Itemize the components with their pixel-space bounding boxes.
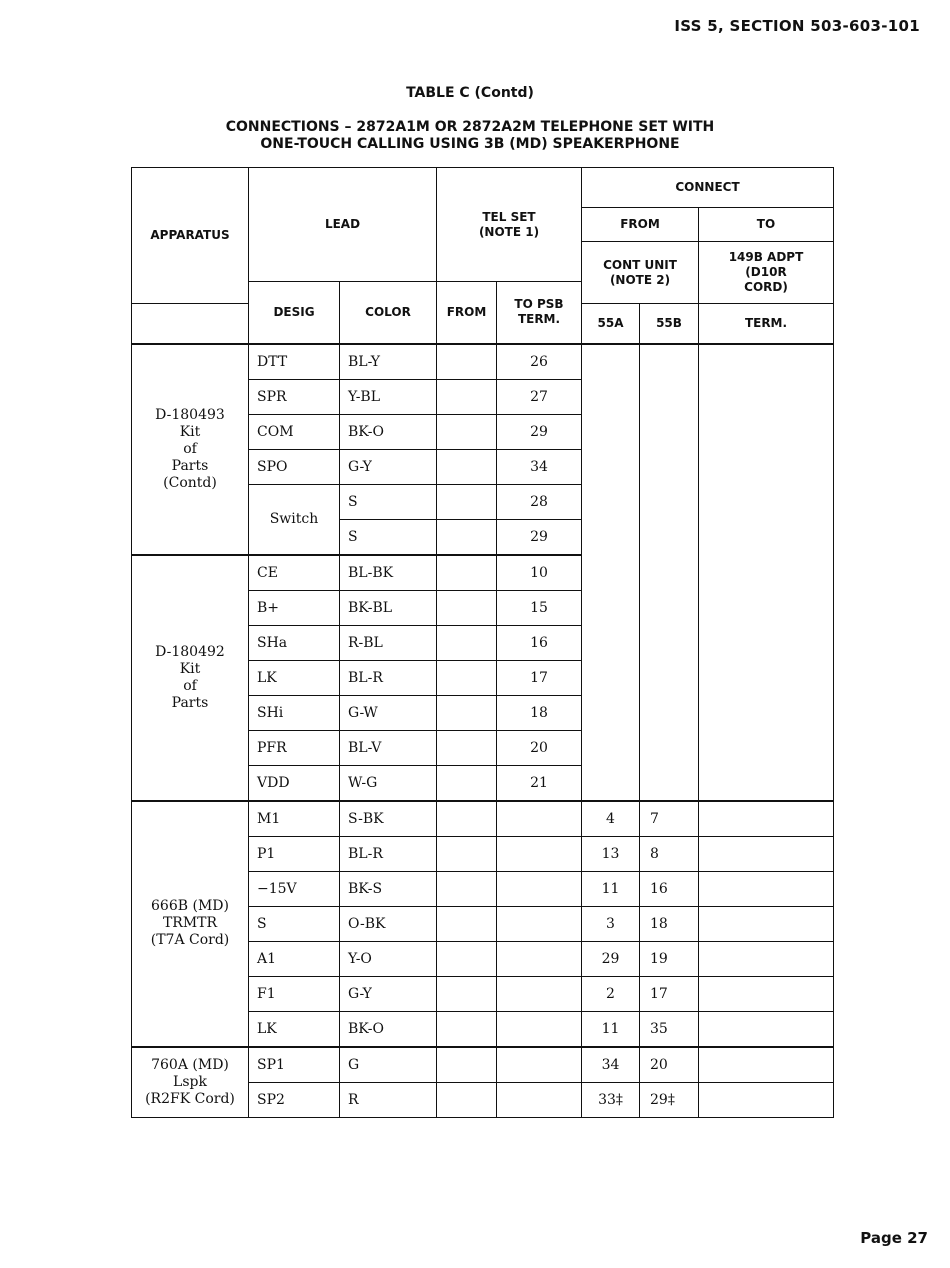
header-connect-to: TO	[699, 208, 834, 242]
desig-cell: −15V	[249, 871, 340, 906]
header-cont-unit-note: (NOTE 2)	[609, 273, 671, 287]
psb-term-cell	[497, 1011, 582, 1047]
header-to-psb	[497, 282, 582, 344]
from-cell	[437, 1082, 497, 1117]
header-connect-from: FROM	[582, 208, 699, 242]
table-row	[132, 801, 834, 837]
apparatus-cell	[132, 555, 249, 801]
desig-cell: SPO	[249, 449, 340, 484]
color-cell: R-BL	[340, 625, 437, 660]
desig-cell: SP1	[249, 1047, 340, 1083]
color-cell: S	[340, 519, 437, 555]
cont-55b-cell: 18	[640, 906, 699, 941]
header-cont-unit	[582, 242, 699, 304]
apparatus-text: D-180493 Kit of Parts (Contd)	[155, 406, 225, 491]
color-cell: BL-R	[340, 660, 437, 695]
adpt-term-cell	[699, 976, 834, 1011]
from-cell	[437, 555, 497, 591]
cont-55b-cell: 7	[640, 801, 699, 837]
from-cell	[437, 906, 497, 941]
psb-term-cell: 26	[497, 344, 582, 380]
psb-term-cell: 17	[497, 660, 582, 695]
color-cell: G-W	[340, 695, 437, 730]
color-cell: Y-BL	[340, 379, 437, 414]
color-cell: O-BK	[340, 906, 437, 941]
psb-term-cell	[497, 976, 582, 1011]
from-cell	[437, 590, 497, 625]
apparatus-cell	[132, 1047, 249, 1118]
header-to-psb-term: TERM.	[517, 312, 561, 327]
color-cell: BL-BK	[340, 555, 437, 591]
adpt-term-cell	[699, 1047, 834, 1083]
desig-cell: CE	[249, 555, 340, 591]
desig-cell: S	[249, 906, 340, 941]
from-cell	[437, 941, 497, 976]
psb-term-cell: 21	[497, 765, 582, 801]
color-cell: S-BK	[340, 801, 437, 837]
cont-55a-cell: 13	[582, 836, 640, 871]
psb-term-cell: 29	[497, 414, 582, 449]
desig-cell: M1	[249, 801, 340, 837]
psb-term-cell: 27	[497, 379, 582, 414]
header-55b: 55B	[640, 304, 699, 344]
apparatus-cell	[132, 344, 249, 555]
header-cont-unit-label: CONT UNIT	[603, 258, 677, 272]
color-cell: G-Y	[340, 449, 437, 484]
from-cell	[437, 449, 497, 484]
header-color: COLOR	[340, 282, 437, 344]
adpt-term-cell	[699, 836, 834, 871]
psb-term-cell	[497, 836, 582, 871]
from-cell	[437, 695, 497, 730]
desig-cell: F1	[249, 976, 340, 1011]
subtitle-line-1: CONNECTIONS – 2872A1M OR 2872A2M TELEPHONE SET WITH	[225, 119, 715, 135]
header-adpt-cord2: CORD)	[744, 280, 788, 294]
header-lead: LEAD	[249, 168, 437, 282]
desig-cell: LK	[249, 1011, 340, 1047]
from-cell	[437, 976, 497, 1011]
desig-cell: SP2	[249, 1082, 340, 1117]
desig-cell: B+	[249, 590, 340, 625]
color-cell: BK-O	[340, 414, 437, 449]
color-cell: BK-O	[340, 1011, 437, 1047]
cont-55b-cell: 17	[640, 976, 699, 1011]
cont-55a-cell: 11	[582, 871, 640, 906]
cont-55b-cell: 16	[640, 871, 699, 906]
header-from: FROM	[437, 282, 497, 344]
from-cell	[437, 836, 497, 871]
header-connect: CONNECT	[582, 168, 834, 208]
apparatus-cell	[132, 801, 249, 1047]
cont-55b-cell: 20	[640, 1047, 699, 1083]
table-title: TABLE C (Contd)	[406, 85, 534, 101]
header-adpt	[699, 242, 834, 304]
psb-term-cell: 20	[497, 730, 582, 765]
psb-term-cell	[497, 801, 582, 837]
from-cell	[437, 519, 497, 555]
cont-55a-cell: 4	[582, 801, 640, 837]
desig-cell: LK	[249, 660, 340, 695]
cont-55a-cell: 2	[582, 976, 640, 1011]
color-cell: R	[340, 1082, 437, 1117]
color-cell: G-Y	[340, 976, 437, 1011]
header-to-psb-label: TO PSB	[514, 297, 564, 312]
table-row	[132, 1047, 834, 1083]
cont-55b-cell: 35	[640, 1011, 699, 1047]
from-cell	[437, 484, 497, 519]
cont-55a-cell: 11	[582, 1011, 640, 1047]
color-cell: BL-R	[340, 836, 437, 871]
adpt-term-cell	[699, 871, 834, 906]
from-cell	[437, 414, 497, 449]
desig-cell: A1	[249, 941, 340, 976]
psb-term-cell	[497, 906, 582, 941]
psb-term-cell: 15	[497, 590, 582, 625]
desig-cell: SHi	[249, 695, 340, 730]
color-cell: BL-Y	[340, 344, 437, 380]
color-cell: G	[340, 1047, 437, 1083]
apparatus-text: D-180492 Kit of Parts	[155, 643, 225, 711]
cont-55a-cell: 29	[582, 941, 640, 976]
color-cell: BK-BL	[340, 590, 437, 625]
color-cell: W-G	[340, 765, 437, 801]
desig-cell: VDD	[249, 765, 340, 801]
from-cell	[437, 871, 497, 906]
from-cell	[437, 625, 497, 660]
header-to-term: TERM.	[699, 304, 834, 344]
adpt-term-cell	[699, 801, 834, 837]
desig-cell: COM	[249, 414, 340, 449]
cont-55b-cell: 8	[640, 836, 699, 871]
header-tel-set	[437, 168, 582, 282]
cont-55b-cell: 19	[640, 941, 699, 976]
adpt-term-blank	[699, 344, 834, 801]
connections-table	[131, 167, 834, 1118]
desig-cell: SHa	[249, 625, 340, 660]
from-cell	[437, 344, 497, 380]
header-tel-set-label: TEL SET	[482, 209, 536, 224]
psb-term-cell: 28	[497, 484, 582, 519]
desig-cell: SPR	[249, 379, 340, 414]
desig-cell: PFR	[249, 730, 340, 765]
table-row	[132, 344, 834, 380]
table-body	[132, 344, 834, 1118]
desig-cell-switch: Switch	[249, 484, 340, 555]
color-cell: BK-S	[340, 871, 437, 906]
from-cell	[437, 765, 497, 801]
psb-term-cell: 16	[497, 625, 582, 660]
header-tel-set-note: (NOTE 1)	[478, 224, 540, 239]
apparatus-text: 666B (MD) TRMTR (T7A Cord)	[150, 898, 230, 948]
cont-55b-cell: 29‡	[640, 1082, 699, 1117]
from-cell	[437, 1047, 497, 1083]
adpt-term-cell	[699, 1011, 834, 1047]
psb-term-cell	[497, 941, 582, 976]
psb-term-cell	[497, 871, 582, 906]
from-cell	[437, 1011, 497, 1047]
header-apparatus-spacer	[132, 304, 249, 344]
psb-term-cell: 18	[497, 695, 582, 730]
adpt-term-cell	[699, 1082, 834, 1117]
page-number: Page 27	[860, 1229, 928, 1247]
table-subtitle	[0, 119, 940, 153]
from-cell	[437, 730, 497, 765]
cont-55a-cell: 33‡	[582, 1082, 640, 1117]
header-adpt-label: 149B ADPT	[728, 250, 804, 264]
table-header	[132, 168, 834, 344]
cont-unit-55a-blank	[582, 344, 640, 801]
color-cell: S	[340, 484, 437, 519]
desig-cell: P1	[249, 836, 340, 871]
subtitle-line-2: ONE-TOUCH CALLING USING 3B (MD) SPEAKERPHONE	[260, 136, 680, 152]
from-cell	[437, 379, 497, 414]
adpt-term-cell	[699, 906, 834, 941]
psb-term-cell: 34	[497, 449, 582, 484]
psb-term-cell: 29	[497, 519, 582, 555]
desig-cell: DTT	[249, 344, 340, 380]
cont-unit-55b-blank	[640, 344, 699, 801]
header-adpt-cord: (D10R	[745, 265, 787, 279]
from-cell	[437, 660, 497, 695]
psb-term-cell: 10	[497, 555, 582, 591]
adpt-term-cell	[699, 941, 834, 976]
from-cell	[437, 801, 497, 837]
color-cell: Y-O	[340, 941, 437, 976]
color-cell: BL-V	[340, 730, 437, 765]
page-header-reference: ISS 5, SECTION 503-603-101	[674, 17, 920, 35]
header-apparatus: APPARATUS	[132, 168, 249, 304]
cont-55a-cell: 34	[582, 1047, 640, 1083]
psb-term-cell	[497, 1082, 582, 1117]
apparatus-text: 760A (MD) Lspk (R2FK Cord)	[145, 1056, 235, 1107]
header-55a: 55A	[582, 304, 640, 344]
cont-55a-cell: 3	[582, 906, 640, 941]
header-desig: DESIG	[249, 282, 340, 344]
psb-term-cell	[497, 1047, 582, 1083]
